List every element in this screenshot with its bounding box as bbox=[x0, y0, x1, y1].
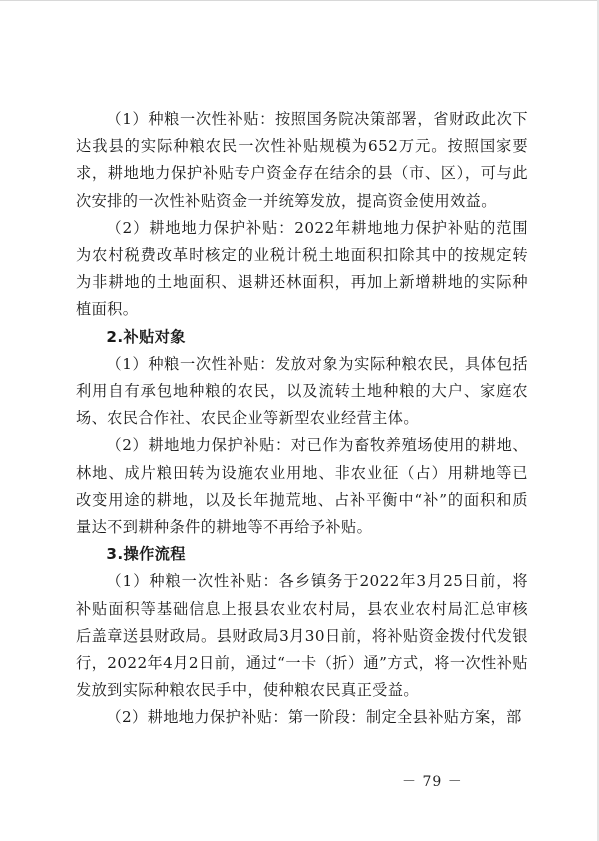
document-body bbox=[76, 106, 528, 732]
heading-subsidy-recipients: 2.补贴对象 bbox=[106, 327, 186, 346]
paragraph-process-farmland-subsidy: （2）耕地地力保护补贴：第一阶段：制定全县补贴方案，部 bbox=[106, 708, 522, 727]
paragraph-recipients-farmland-subsidy: （2）耕地地力保护补贴：对已作为畜牧养殖场使用的耕地、林地、成片粮田转为设施农业用地、非农业征（占）用耕地等已改变用途的耕地，以及长年抛荒地、占补平衡中“补”的面积和质量达不到耕种条件的耕地等不再给予补贴。 bbox=[76, 436, 528, 537]
page-top-edge bbox=[0, 0, 599, 1]
paragraph-recipients-grain-subsidy: （1）种粮一次性补贴：发放对象为实际种粮农民，具体包括利用自有承包地种粮的农民，以及流转土地种粮的大户、家庭农场、农民合作社、农民企业等新型农业经营主体。 bbox=[76, 354, 528, 428]
heading-operation-process: 3.操作流程 bbox=[106, 545, 186, 564]
paragraph-scope-grain-subsidy: （1）种粮一次性补贴：按照国务院决策部署，省财政此次下达我县的实际种粮农民一次性补贴规模为652万元。按照国家要求，耕地地力保护补贴专户资金存在结余的县（市、区），可与此次安排的一次性补贴资金一并统筹发放，提高资金使用效益。 bbox=[76, 110, 528, 210]
paragraph-process-grain-subsidy: （1）种粮一次性补贴：各乡镇务于2022年3月25日前，将补贴面积等基础信息上报县农业农村局，县农业农村局汇总审核后盖章送县财政局。县财政局3月30日前，将补贴资金拨付代发银行，2022年4月2日前，通过“一卡（折）通”方式，将一次性补贴发放到实际种粮农民手中，使种粮农民真正受益。 bbox=[76, 572, 528, 700]
page-number: － 79 － bbox=[402, 774, 463, 790]
paragraph-scope-farmland-subsidy: （2）耕地地力保护补贴：2022年耕地地力保护补贴的范围为农村税费改革时核定的业税计税土地面积扣除其中的按规定转为非耕地的土地面积、退耕还林面积，再加上新增耕地的实际种植面积。 bbox=[76, 218, 528, 319]
